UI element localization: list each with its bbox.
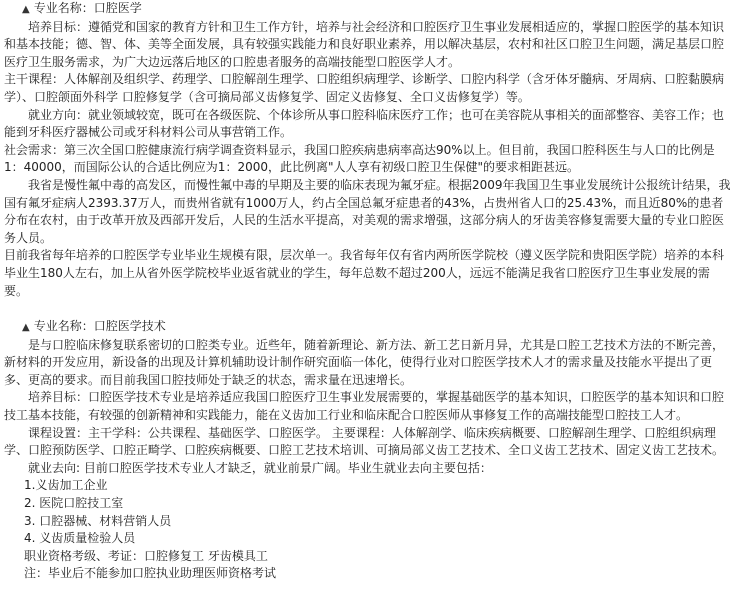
section1-courses: 主干课程：人体解剖及组织学、药理学、口腔解剖生理学、口腔组织病理学、诊断学、口腔内科学（含牙体牙髓病、牙周病、口腔黏膜病学）、口腔颌面外科学 口腔修复学（含可摘局部义齿修复学、固定义齿修复、全口义齿修复学）等。: [4, 72, 725, 104]
section1-fluoro: 我省是慢性氟中毒的高发区，而慢性氟中毒的早期及主要的临床表现为氟牙症。根据2009年我国卫生事业发展统计公报统计结果，我国有氟牙症病人2393.37万人，而贵州省就有1000万人，约占全国总氟牙症患者的43%，占贵州省人口的25.43%，而且近80%的患者分布在农村，由于改革开放及西部开发后，人民的生活水平提高，对美观的需求增强，这部分病人的牙齿美容修复需要大量的专业口腔医务人员。: [4, 177, 731, 245]
section2-title: 专业名称：口腔医学技术: [33, 319, 166, 334]
section2-cert: 职业资格考级、考证：口腔修复工 牙齿模具工: [24, 548, 268, 563]
section2-courses: 课程设置：主干学科：公共课程、基础医学、口腔医学。 主要课程：人体解剖学、临床疾病概要、口腔解剖生理学、口腔组织病理学、口腔预防医学、口腔正畸学、口腔疾病概要、口腔工艺技术培训、可摘局部义齿工艺技术、全口义齿工艺技术、固定义齿工艺技术。: [4, 425, 725, 458]
spacer: [4, 300, 733, 318]
section2-goal: 培养目标：口腔医学技术专业是培养适应我国口腔医疗卫生事业发展需要的，掌握基础医学的基本知识，口腔医学的基本知识和口腔技工基本技能，有较强的创新精神和实践能力，能在义齿加工行业和临床配合口腔医师从事修复工作的高端技能型口腔技工人才。: [4, 390, 725, 423]
triangle-bullet-icon: ▲: [22, 322, 30, 334]
section2-intro: 是与口腔临床修复联系密切的口腔类专业。近些年，随着新理论、新方法、新工艺日新月异，尤其是口腔工艺技术方法的不断完善，新材料的开发应用，新设备的出现及计算机辅助设计制作研究面临一体化，使得行业对口腔医学技术人才的需求量及技能水平提出了更多、更高的要求。而目前我国口腔技师处于缺乏的状态，需求量在迅速增长。: [4, 337, 725, 387]
section1-goal: 培养目标：遵循党和国家的教育方针和卫生工作方针，培养与社会经济和口腔医疗卫生事业发展相适应的，掌握口腔医学的基本知识和基本技能；德、智、体、美等全面发展，具有较强实践能力和良好职业素养，用以解决基层，农村和社区口腔卫生问题，满足基层口腔医疗卫生服务需求，为广大边远落后地区的口腔患者服务的高端技能型口腔医学人才。: [4, 19, 725, 69]
job-item: 2. 医院口腔技工室: [24, 496, 124, 511]
section1-heading: [4, 0, 733, 19]
section1-status: 目前我省每年培养的口腔医学专业毕业生规模有限，层次单一。我省每年仅有省内两所医学院校（遵义医学院和贵阳医学院）培养的本科毕业生180人左右，加上从省外医学院校毕业返省就业的学生，每年总数不超过200人，远远不能满足我省口腔医疗卫生事业发展的需要。: [4, 248, 725, 298]
section1-demand: 社会需求：第三次全国口腔健康流行病学调查资料显示，我国口腔疾病患病率高达90%以上。但目前，我国口腔科医生与人口的比例是1：40000，而国际公认的合适比例应为1：2000，此比例离"人人享有初级口腔卫生保健"的要求相距甚远。: [4, 142, 715, 175]
job-item: 4. 义齿质量检验人员: [24, 531, 136, 546]
triangle-bullet-icon: ▲: [22, 4, 30, 15]
job-item: 3. 口腔器械、材料营销人员: [24, 513, 172, 528]
section2-career: 就业去向: 目前口腔医学技术专业人才缺乏，就业前景广阔。毕业生就业去向主要包括：: [28, 460, 492, 475]
section1-title: 专业名称：口腔医学: [33, 1, 142, 15]
section1-career: 就业方向：就业领域较宽，既可在各级医院、个体诊所从事口腔科临床医疗工作；也可在美容院从事相关的面部整容、美容工作；也能到牙科医疗器械公司或牙科材料公司从事营销工作。: [4, 107, 725, 140]
section2-heading: [4, 318, 733, 337]
section2-note: 注：毕业后不能参加口腔执业助理医师资格考试: [24, 566, 277, 581]
job-item: 1.义齿加工企业: [24, 478, 108, 493]
